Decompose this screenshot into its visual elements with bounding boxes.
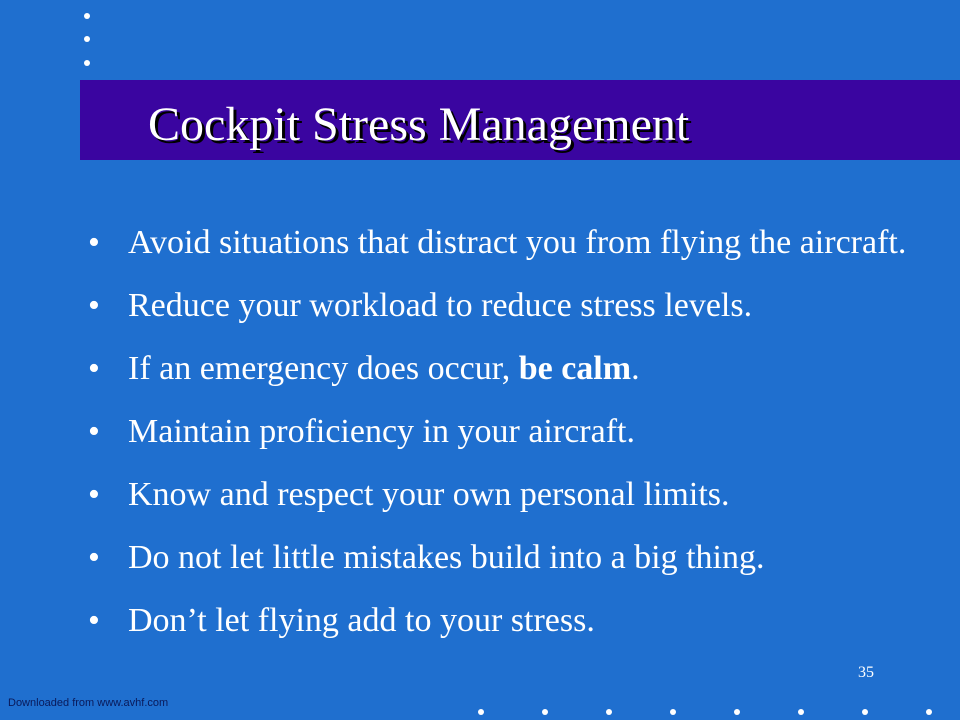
bullet-glyph: • [88, 602, 100, 639]
source-credit: Downloaded from www.avhf.com [8, 697, 169, 709]
slide-title: Cockpit Stress Management [148, 98, 690, 151]
bullet-glyph: • [88, 539, 100, 576]
bullet-text: Know and respect your own personal limits. [128, 476, 730, 513]
bullet-text: Don’t let flying add to your stress. [128, 602, 595, 639]
bullet-item [88, 285, 948, 327]
bullet-list [88, 222, 948, 663]
bullet-item [88, 222, 948, 264]
decorative-dot [542, 709, 548, 715]
decorative-dot [84, 36, 90, 42]
decorative-dot [670, 709, 676, 715]
decorative-dot [478, 709, 484, 715]
bullet-item [88, 600, 948, 642]
bullet-glyph: • [88, 413, 100, 450]
bullet-item [88, 348, 948, 390]
bullet-text: Avoid situations that distract you from flying the aircraft. [128, 224, 907, 261]
bullet-text: If an emergency does occur, [128, 350, 519, 387]
decorative-dot [606, 709, 612, 715]
bullet-item [88, 537, 948, 579]
bullet-text-suffix: . [631, 350, 640, 387]
decorative-dot [734, 709, 740, 715]
bullet-text: Do not let little mistakes build into a big thing. [128, 539, 765, 576]
decorative-dot [84, 60, 90, 66]
bullet-glyph: • [88, 476, 100, 513]
bullet-bold-text: be calm [518, 350, 632, 387]
decorative-dot [862, 709, 868, 715]
bullet-text: Reduce your workload to reduce stress levels. [128, 287, 753, 324]
decorative-dot [798, 709, 804, 715]
bullet-item [88, 474, 948, 516]
bullet-item [88, 411, 948, 453]
page-number: 35 [858, 664, 874, 681]
bullet-glyph: • [88, 287, 100, 324]
bullet-glyph: • [88, 224, 100, 261]
bullet-glyph: • [88, 350, 100, 387]
decorative-dot [84, 13, 90, 19]
bullet-text: Maintain proficiency in your aircraft. [128, 413, 635, 450]
decorative-dot [926, 709, 932, 715]
